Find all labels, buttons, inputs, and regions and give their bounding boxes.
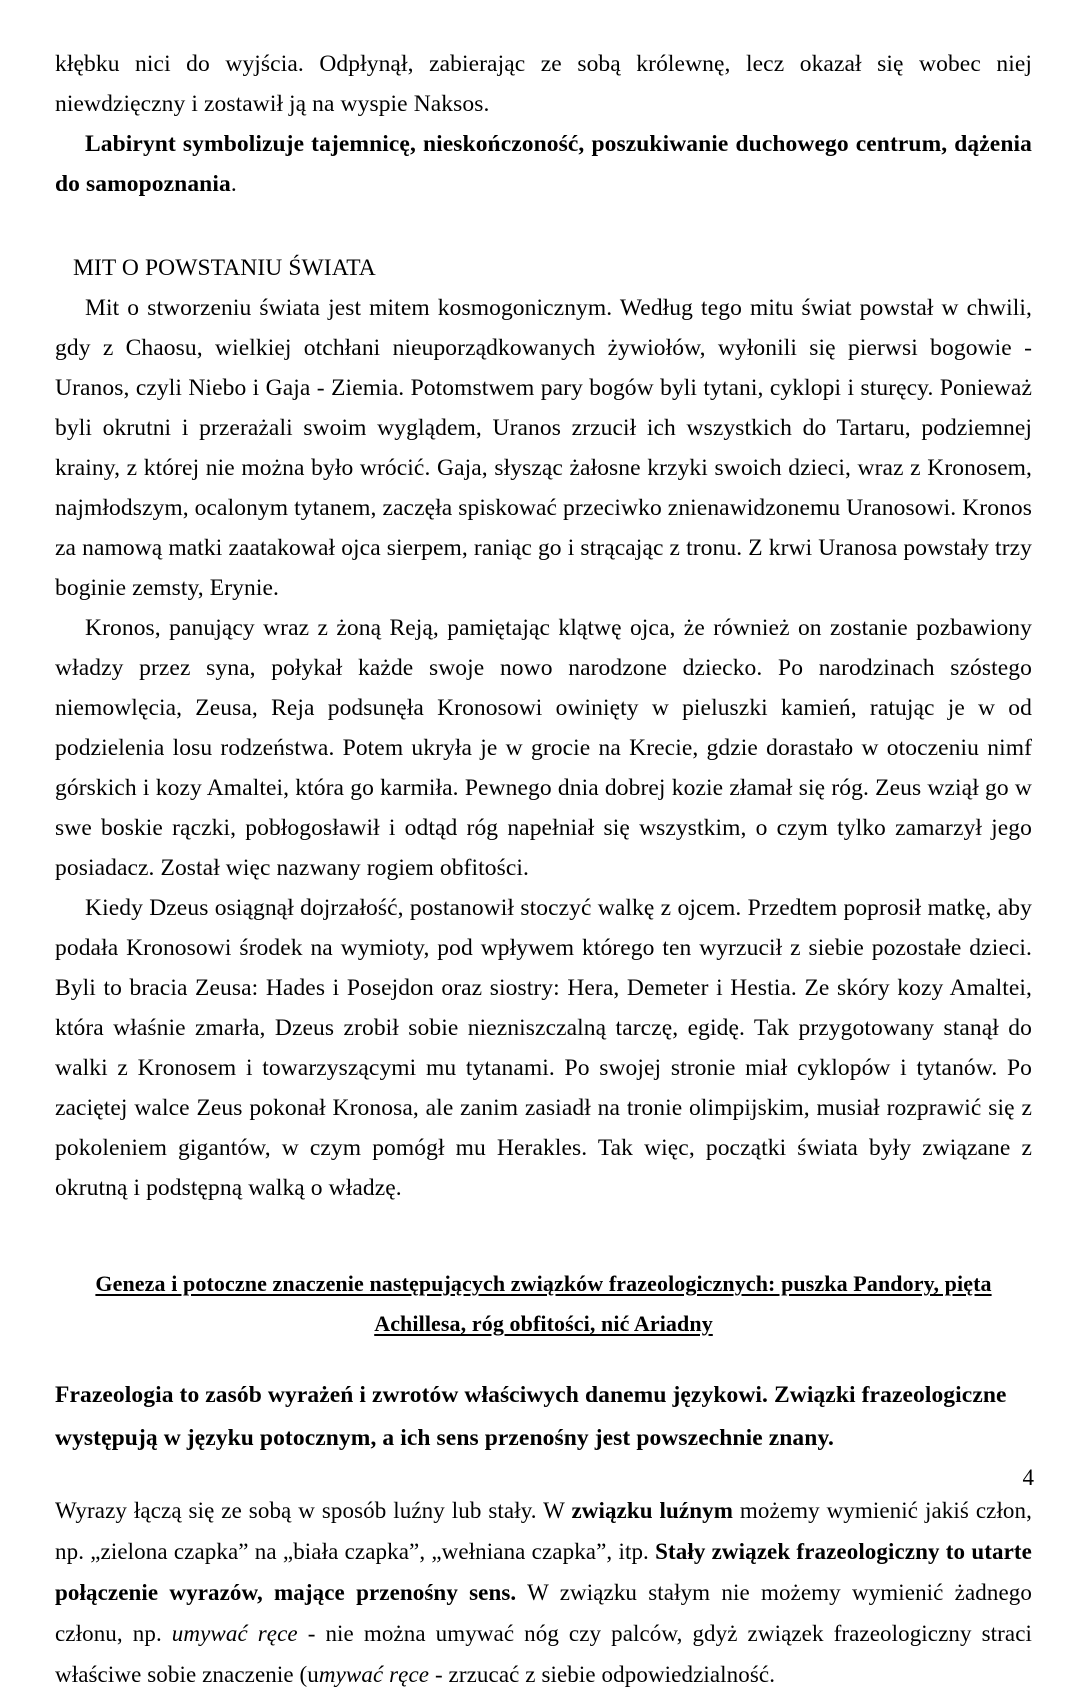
paragraph-frazeologia-definicja: Frazeologia to zasób wyrażeń i zwrotów właściwych danemu językowi. Związki frazeologiczne występują w języku potocznym, a ich sens przenośny jest powszechnie znany.	[55, 1382, 1007, 1451]
page-number: 4	[1022, 1465, 1034, 1490]
wyrazy-run-7: - nie można umywać nóg czy palców, gdyż związek frazeologiczny straci właściwe sobie znaczenie (u	[55, 1621, 1033, 1687]
paragraph-labirynt-bold: Labirynt symbolizuje tajemnicę, nieskończoność, poszukiwanie duchowego centrum, dążenia do samopoznania	[55, 131, 1032, 197]
wyrazy-run-1: Wyrazy łączą się ze sobą w sposób luźny lub stały. W	[55, 1498, 572, 1523]
wyrazy-run-6-italic: umywać ręce	[171, 1621, 298, 1646]
wyrazy-run-2-bold: związku luźnym	[571, 1498, 733, 1523]
paragraph-wyrazy	[55, 1490, 1032, 1695]
wyrazy-run-4-bold: Stały związek frazeologiczny to utarte połączenie wyrazów, mające przenośny sens.	[55, 1539, 1032, 1605]
wyrazy-run-8-italic: mywać ręce	[318, 1662, 430, 1687]
heading-mit-o-powstaniu-swiata: MIT O POWSTANIU ŚWIATA	[73, 255, 376, 281]
paragraph-naksos: kłębku nici do wyjścia. Odpłynął, zabierając ze sobą królewnę, lecz okazał się wobec niej niewdzięczny i zostawił ją na wyspie Naksos.	[55, 51, 1032, 117]
paragraph-labirynt-period: .	[230, 171, 237, 197]
spacer-before-frazeologia	[55, 1344, 1032, 1374]
paragraph-kronos: Kronos, panujący wraz z żoną Reją, pamiętając klątwę ojca, że również on zostanie pozbawiony władzy przez syna, połykał każde swoje nowo narodzone dziecko. Po narodzinach szóstego niemowlęcia, Zeusa, Reja podsunęła Kronosowi owinięty w pieluszki kamień, ratując je w od podzielenia losu rodzeństwa. Potem ukryła je w grocie na Krecie, gdzie dorastało w otoczeniu nimf górskich i kozy Amaltei, która go karmiła. Pewnego dnia dobrej kozie złamał się róg. Zeus wziął go w swe boskie rączki, pobłogosławił i odtąd róg napełniał się wszystkim, o czym tylko zamarzył jego posiadacz. Został więc nazwany rogiem obfitości.	[55, 615, 1032, 881]
spacer-before-heading-mit	[55, 204, 1032, 248]
heading-geneza-zwiazkow-frazeologicznych	[55, 1264, 1032, 1344]
wyrazy-run-3: możemy wymienić jakiś człon, np. „zielona czapka” na „biała czapka”, „wełniana czapka”, itp.	[55, 1498, 1032, 1564]
paragraph-kosmogonia: Mit o stworzeniu świata jest mitem kosmogonicznym. Według tego mitu świat powstał w chwili, gdy z Chaosu, wielkiej otchłani nieuporządkowanych żywiołów, wyłonili się pierwsi bogowie - Uranos, czyli Niebo i Gaja - Ziemia. Potomstwem pary bogów byli tytani, cyklopi i sturęcy. Ponieważ byli okrutni i przerażali swoim wyglądem, Uranos zrzucił ich wszystkich do Tartaru, podziemnej krainy, z której nie można było wrócić. Gaja, słysząc żałosne krzyki swoich dzieci, wraz z Kronosem, najmłodszym, ocalonym tytanem, zaczęła spiskować przeciwko znienawidzonemu Uranosowi. Kronos za namową matki zaatakował ojca sierpem, raniąc go i strącając z tronu. Z krwi Uranosa powstały trzy boginie zemsty, Erynie.	[55, 295, 1032, 601]
spacer-before-wyrazy	[55, 1460, 1032, 1490]
paragraph-labirynt	[55, 124, 1032, 204]
wyrazy-run-5: W związku stałym nie możemy wymienić żadnego członu, np.	[55, 1580, 1033, 1646]
page-content	[55, 44, 1032, 1695]
wyrazy-run-9: - zrzucać z siebie odpowiedzialność.	[429, 1662, 776, 1687]
paragraph-dzeus: Kiedy Dzeus osiągnął dojrzałość, postanowił stoczyć walkę z ojcem. Przedtem poprosił matkę, aby podała Kronosowi środek na wymioty, pod wpływem którego ten wyrzucił z siebie pozostałe dzieci. Byli to bracia Zeusa: Hades i Posejdon oraz siostry: Hera, Demeter i Hestia. Ze skóry kozy Amaltei, która właśnie zmarła, Dzeus zrobił sobie niezniszczalną tarczę, egidę. Tak przygotowany stanął do walki z Kronosem i towarzyszącymi mu tytanami. Po swojej stronie miał cyklopów i tytanów. Po zaciętej walce Zeus pokonał Kronosa, ale zanim zasiadł na tronie olimpijskim, musiał rozprawić się z pokoleniem gigantów, w czym pomógł mu Herakles. Tak więc, początki świata były związane z okrutną i podstępną walką o władzę.	[55, 895, 1032, 1201]
heading-geneza-underline: Geneza i potoczne znaczenie następujących związków frazeologicznych: puszka Pandory, pięta Achillesa, róg obfitości, nić Ariadny	[95, 1271, 992, 1336]
spacer-before-heading-geneza	[55, 1208, 1032, 1264]
